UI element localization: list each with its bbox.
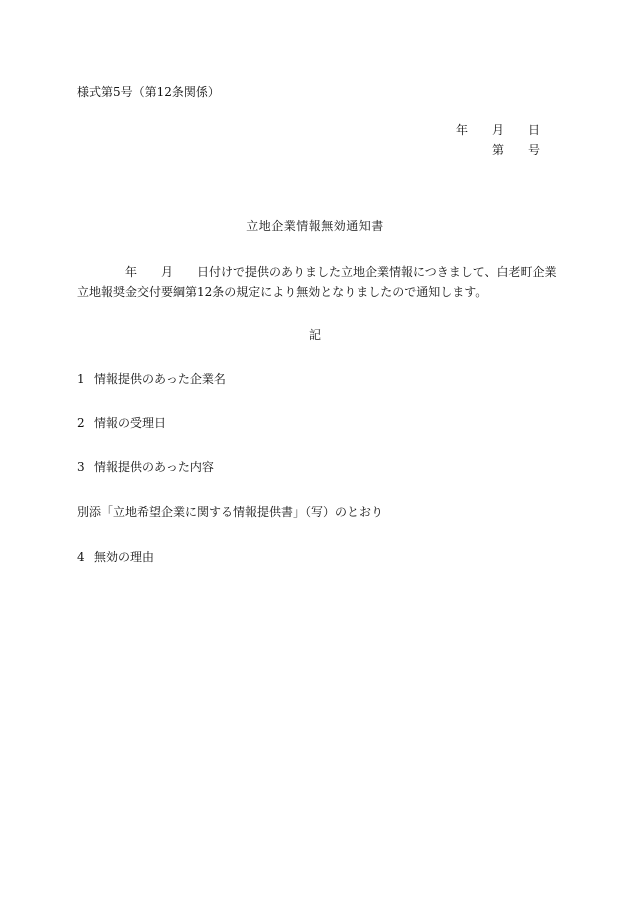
item-number: 1 <box>77 372 85 386</box>
doc-number-prefix: 第 <box>492 143 505 157</box>
item-label: 情報提供のあった企業名 <box>94 372 226 386</box>
ki-heading: 記 <box>308 328 321 342</box>
item-label: 情報提供のあった内容 <box>94 460 214 474</box>
body-line-2: 立地報奨金交付要綱第12条の規定により無効となりましたので通知します。 <box>77 285 488 299</box>
item-number: 2 <box>77 416 85 430</box>
item-number: 4 <box>77 550 85 564</box>
item-company-name <box>77 370 226 388</box>
date-year-label: 年 <box>456 123 469 137</box>
attachment-note: 別添「立地希望企業に関する情報提供書」（写）のとおり <box>77 505 384 519</box>
item-label: 情報の受理日 <box>94 416 167 430</box>
document-title: 立地企業情報無効通知書 <box>246 219 384 233</box>
item-number: 3 <box>77 460 85 474</box>
body-line-1-rest: 日付けで提供のありました立地企業情報につきまして、白老町企業 <box>197 265 557 279</box>
item-receipt-date <box>77 414 166 432</box>
date-day-label: 日 <box>528 123 541 137</box>
body-year-label: 年 <box>125 265 138 279</box>
body-text <box>77 262 567 302</box>
item-label: 無効の理由 <box>94 550 155 564</box>
item-invalid-reason <box>77 548 154 566</box>
doc-number-suffix: 号 <box>528 143 541 157</box>
form-number: 様式第5号（第12条関係） <box>77 85 220 99</box>
item-provided-content <box>77 458 214 476</box>
date-month-label: 月 <box>492 123 505 137</box>
body-month-label: 月 <box>161 265 174 279</box>
body-line-1 <box>77 262 567 282</box>
